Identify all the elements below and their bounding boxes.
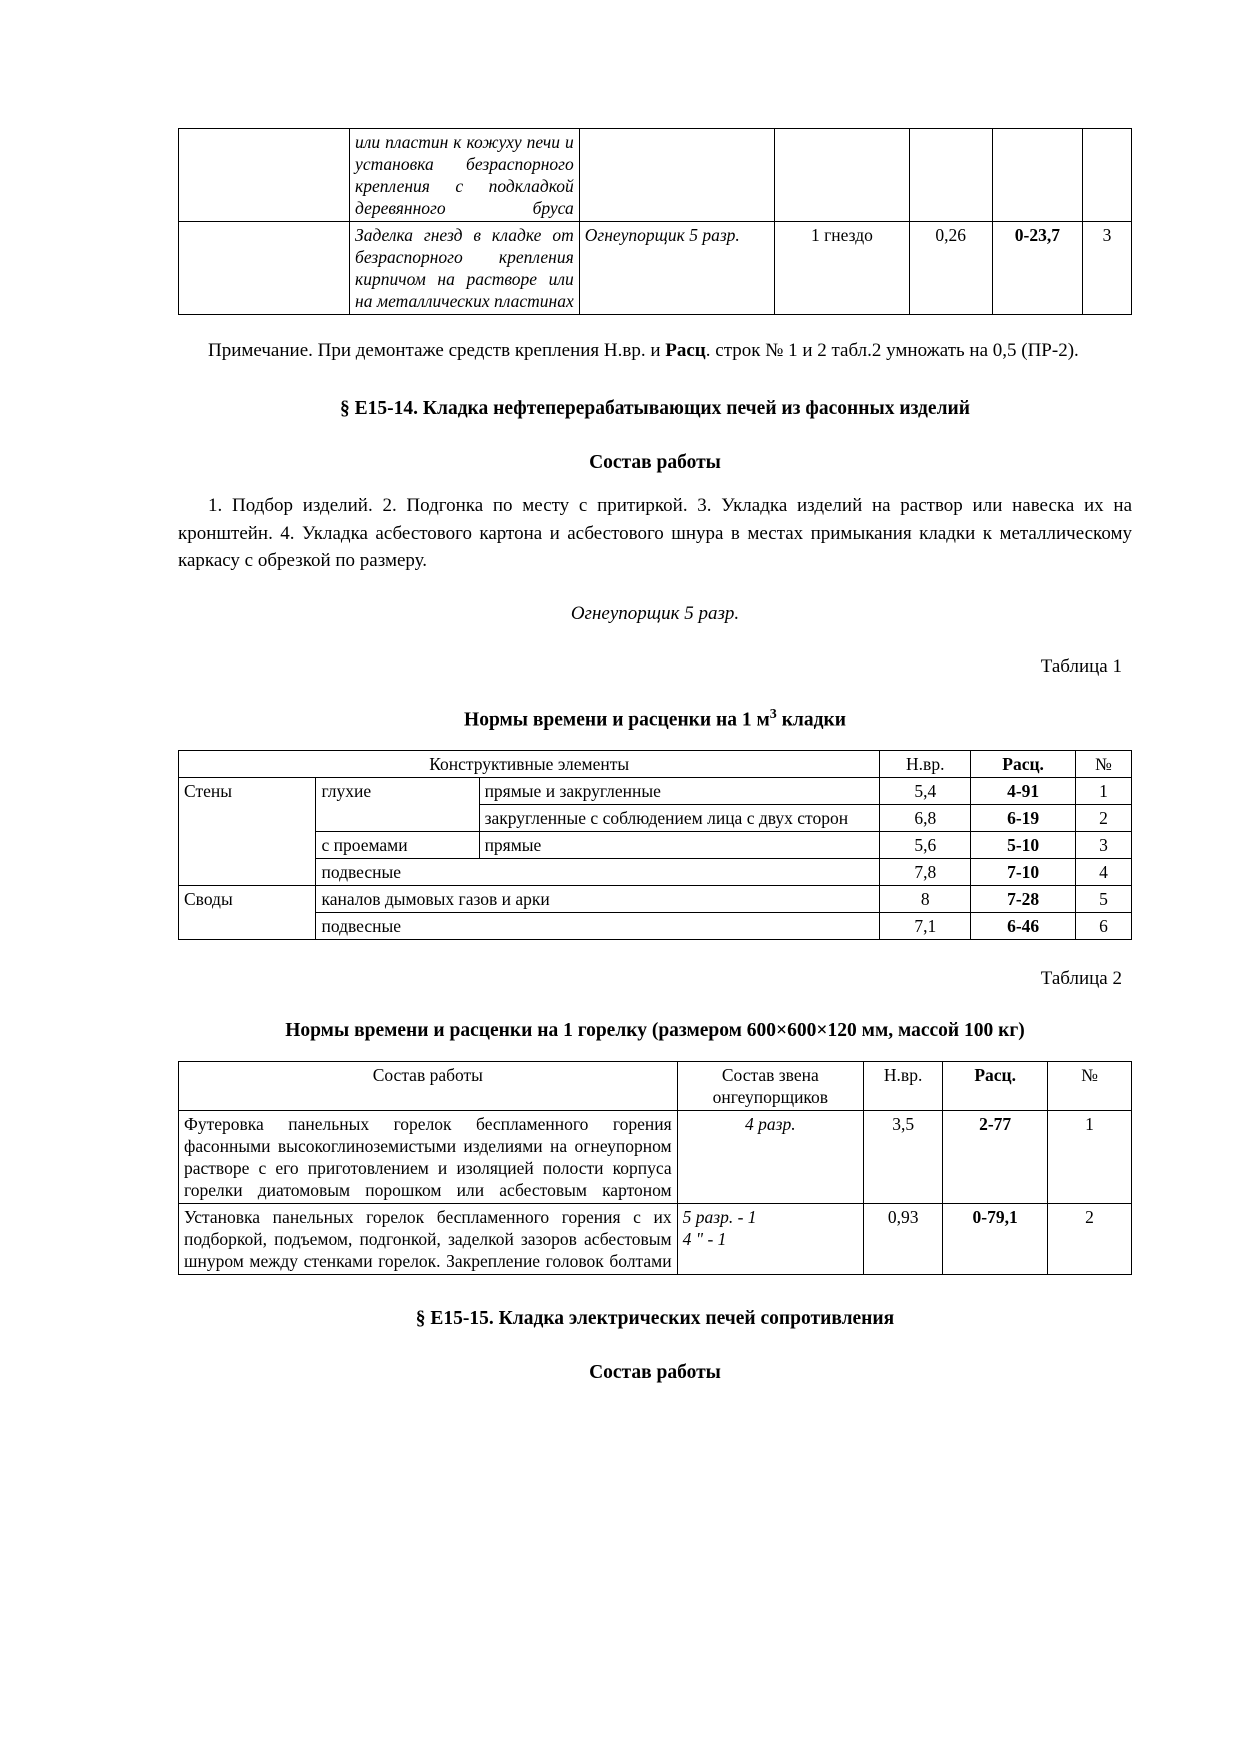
cell-detail: прямые и закругленные bbox=[479, 778, 880, 805]
cell-group-vaults: Своды bbox=[179, 886, 316, 940]
norms-table-2 bbox=[178, 1061, 1132, 1275]
cell-nvr: 0,93 bbox=[864, 1204, 943, 1275]
cell-nvr: 3,5 bbox=[864, 1111, 943, 1204]
table-row bbox=[179, 859, 1132, 886]
cell-num: 3 bbox=[1076, 832, 1132, 859]
table1-title-sup: 3 bbox=[769, 705, 777, 722]
section-heading-e15-15: § Е15-15. Кладка электрических печей сопротивления bbox=[415, 1308, 895, 1330]
cell-crew-line1: 5 разр. - 1 bbox=[682, 1207, 757, 1228]
cell-nvr bbox=[909, 129, 992, 222]
cell-nvr: 5,4 bbox=[880, 778, 971, 805]
cell-rasc: 0-79,1 bbox=[943, 1204, 1048, 1275]
cell-work: Установка панельных горелок беспламенного горения с их подборкой, подъемом, подгонкой, заделкой зазоров асбестовым шнуром между стенками горелок. Закрепление головок болтами bbox=[179, 1204, 678, 1275]
note-paragraph bbox=[178, 337, 1132, 365]
cell-detail: закругленные с соблюдением лица с двух сторон bbox=[479, 805, 880, 832]
cell-crew: Огнеупорщик 5 разр. bbox=[579, 222, 774, 315]
cell-rasc: 6-46 bbox=[971, 913, 1076, 940]
header-elements: Конструктивные элементы bbox=[179, 751, 880, 778]
cell-description: или пластин к кожуху печи и установка безраспорного крепления с подкладкой деревянного бруса bbox=[350, 129, 580, 222]
performer-label: Огнеупорщик 5 разр. bbox=[570, 602, 740, 624]
cell-rasc: 4-91 bbox=[971, 778, 1076, 805]
cell-num: 5 bbox=[1076, 886, 1132, 913]
cell-subtype-suspended: подвесные bbox=[316, 859, 880, 886]
table2-header-row bbox=[179, 1062, 1132, 1111]
cell-nvr: 0,26 bbox=[909, 222, 992, 315]
table-row bbox=[179, 913, 1132, 940]
cell-num: 1 bbox=[1076, 778, 1132, 805]
table1-title bbox=[178, 705, 1132, 734]
table-row bbox=[179, 222, 1132, 315]
cell-unit: 1 гнездо bbox=[775, 222, 909, 315]
header-work: Состав работы bbox=[179, 1062, 678, 1111]
table-row bbox=[179, 129, 1132, 222]
cell-work: Футеровка панельных горелок беспламенного горения фасонными высокоглиноземистыми изделиями на огнеупорном растворе с его приготовлением и изоляцией полости корпуса горелки диатомовым порошком или асбестовым картоном bbox=[179, 1111, 678, 1204]
cell-num: 2 bbox=[1048, 1204, 1132, 1275]
cell-group-walls: Стены bbox=[179, 778, 316, 886]
cell-nvr: 6,8 bbox=[880, 805, 971, 832]
cell-rasc bbox=[992, 129, 1082, 222]
cell-col1 bbox=[179, 222, 350, 315]
cell-rasc: 0-23,7 bbox=[992, 222, 1082, 315]
table-row bbox=[179, 1204, 1132, 1275]
table-row bbox=[179, 778, 1132, 805]
table-row bbox=[179, 832, 1132, 859]
header-crew: Состав звена онгеупорщиков bbox=[677, 1062, 863, 1111]
cell-description: Заделка гнезд в кладке от безраспорного крепления кирпичом на растворе или на металлических пластинах bbox=[350, 222, 580, 315]
header-num: № bbox=[1048, 1062, 1132, 1111]
header-nvr: Н.вр. bbox=[864, 1062, 943, 1111]
cell-crew bbox=[677, 1204, 863, 1275]
header-rasc: Расц. bbox=[971, 751, 1076, 778]
table1-title-part1: Нормы времени и расценки на 1 м bbox=[464, 709, 770, 731]
cell-crew-line2: 4 " - 1 bbox=[682, 1229, 727, 1250]
cell-rasc: 2-77 bbox=[943, 1111, 1048, 1204]
cell-nvr: 5,6 bbox=[880, 832, 971, 859]
note-prefix: Примечание. При демонтаже средств крепления Н.вр. и bbox=[208, 340, 666, 362]
cell-crew bbox=[579, 129, 774, 222]
cell-nvr: 8 bbox=[880, 886, 971, 913]
note-bold: Расц bbox=[665, 340, 706, 362]
table-row bbox=[179, 886, 1132, 913]
cell-rasc: 7-28 bbox=[971, 886, 1076, 913]
cell-num: 1 bbox=[1048, 1111, 1132, 1204]
top-table-wrapper bbox=[178, 128, 1132, 315]
cell-num: 2 bbox=[1076, 805, 1132, 832]
table1-title-part2: кладки bbox=[776, 709, 846, 731]
table1-label: Таблица 1 bbox=[1040, 655, 1122, 677]
note-suffix: . строк № 1 и 2 табл.2 умножать на 0,5 (ПР-2). bbox=[705, 340, 1079, 362]
cell-subtype-openings: с проемами bbox=[316, 832, 479, 859]
cell-num: 4 bbox=[1076, 859, 1132, 886]
table1-header-row bbox=[179, 751, 1132, 778]
cell-num: 6 bbox=[1076, 913, 1132, 940]
norms-table-1 bbox=[178, 750, 1132, 940]
header-nvr: Н.вр. bbox=[880, 751, 971, 778]
cell-nvr: 7,8 bbox=[880, 859, 971, 886]
cell-rasc: 6-19 bbox=[971, 805, 1076, 832]
cell-detail: каналов дымовых газов и арки bbox=[316, 886, 880, 913]
cell-detail: прямые bbox=[479, 832, 880, 859]
cell-nvr: 7,1 bbox=[880, 913, 971, 940]
subheading-work-composition-1: Состав работы bbox=[589, 451, 721, 473]
cell-num: 3 bbox=[1083, 222, 1132, 315]
table-row bbox=[179, 1111, 1132, 1204]
table2-title: Нормы времени и расценки на 1 горелку (размером 600×600×120 мм, массой 100 кг) bbox=[285, 1020, 1025, 1042]
subheading-work-composition-2: Состав работы bbox=[589, 1362, 721, 1384]
cell-num bbox=[1083, 129, 1132, 222]
header-rasc: Расц. bbox=[943, 1062, 1048, 1111]
table2-label: Таблица 2 bbox=[1040, 968, 1122, 990]
header-num: № bbox=[1076, 751, 1132, 778]
section1-body: 1. Подбор изделий. 2. Подгонка по месту с притиркой. 3. Укладка изделий на раствор или навеска их на кронштейн. 4. Укладка асбестового картона и асбестового шнура в местах примыкания кладки к металлическому каркасу с обрезкой по размеру. bbox=[178, 495, 1132, 572]
cell-col1 bbox=[179, 129, 350, 222]
continuation-table bbox=[178, 128, 1132, 315]
cell-rasc: 7-10 bbox=[971, 859, 1076, 886]
cell-rasc: 5-10 bbox=[971, 832, 1076, 859]
cell-crew: 4 разр. bbox=[677, 1111, 863, 1204]
cell-detail: подвесные bbox=[316, 913, 880, 940]
cell-subtype-solid: глухие bbox=[316, 778, 479, 832]
section-heading-e15-14: § Е15-14. Кладка нефтеперерабатывающих печей из фасонных изделий bbox=[339, 397, 970, 419]
cell-unit bbox=[775, 129, 909, 222]
